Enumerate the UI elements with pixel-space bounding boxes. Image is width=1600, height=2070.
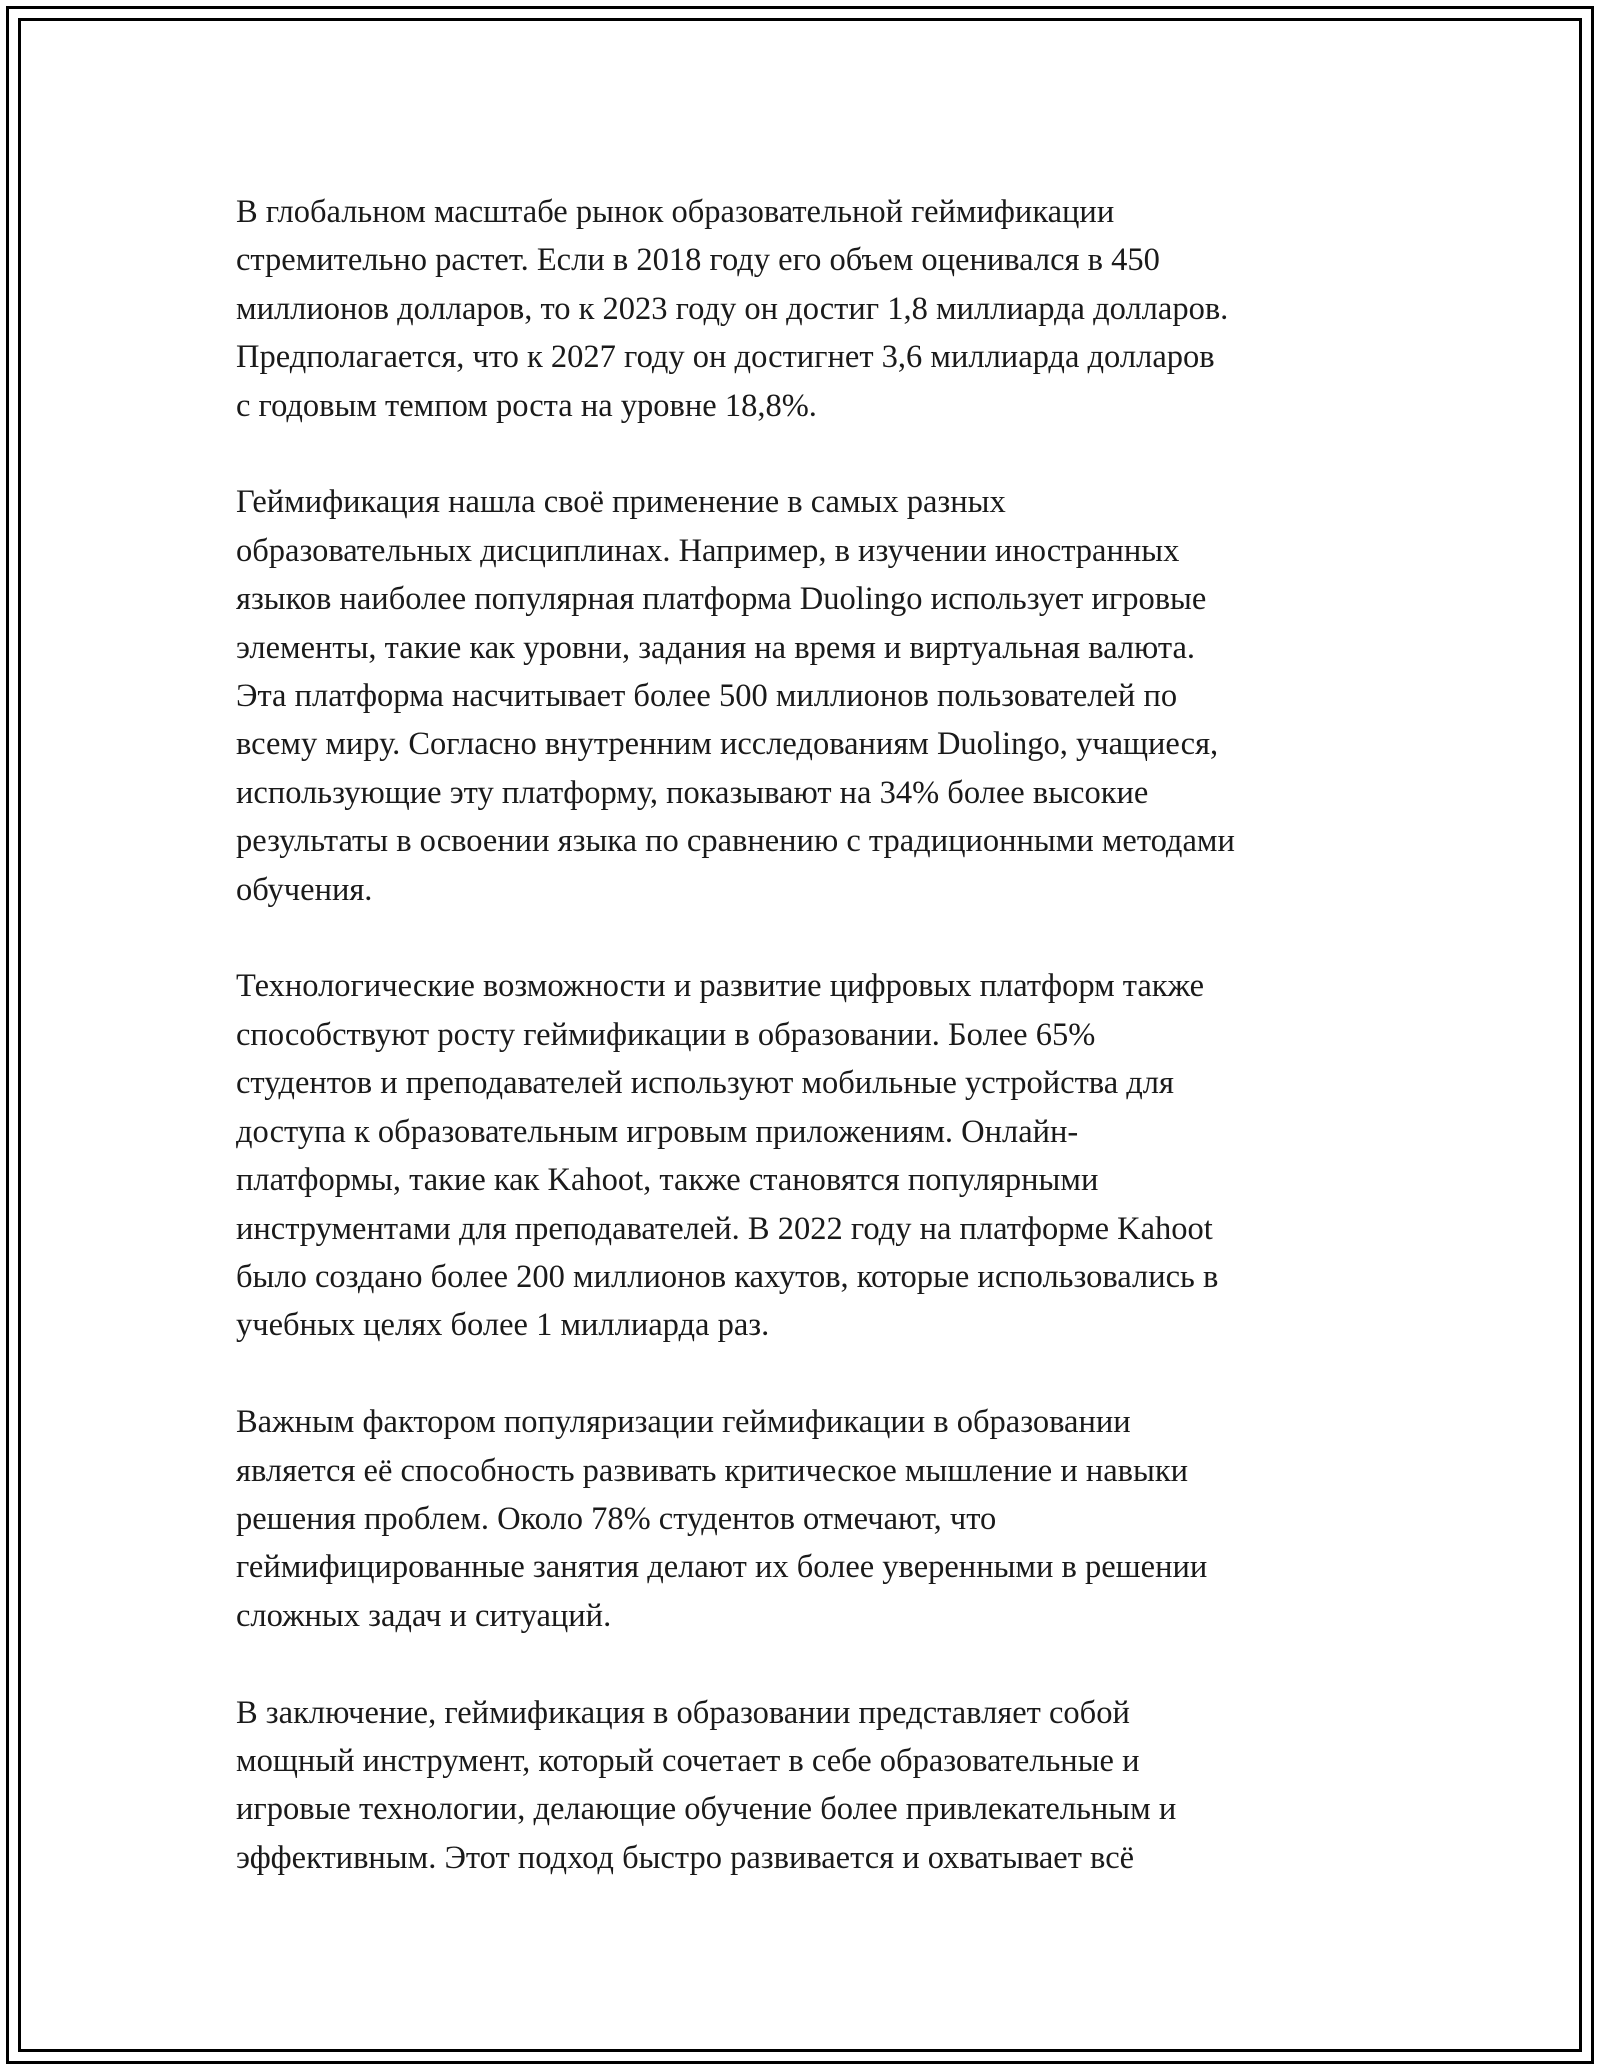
text-line: с годовым темпом роста на уровне 18,8%. <box>236 387 817 424</box>
text-line: В глобальном масштабе рынок образовательной геймификации <box>236 194 1115 230</box>
text-line: студентов и преподавателей используют мобильные устройства для <box>236 1065 1174 1102</box>
paragraph-5 <box>236 1689 1386 1883</box>
text-line: использующие эту платформу, показывают на 34% более высокие <box>236 774 1149 811</box>
text-line: мощный инструмент, который сочетает в себе образовательные и <box>236 1742 1140 1779</box>
text-line: Эта платформа насчитывает более 500 миллионов пользователей по <box>236 678 1178 715</box>
paragraph-3 <box>236 962 1386 1349</box>
text-line: было создано более 200 миллионов кахутов, которые использовались в <box>236 1258 1219 1295</box>
text-line: учебных целях более 1 миллиарда раз. <box>236 1307 770 1344</box>
paragraph-1 <box>236 188 1386 430</box>
text-line: способствуют росту геймификации в образовании. Более 65% <box>236 1016 1096 1053</box>
text-line: обучения. <box>236 871 373 908</box>
text-line: эффективным. Этот подход быстро развивается и охватывает всё <box>236 1839 1135 1876</box>
text-line: миллионов долларов, то к 2023 году он достиг 1,8 миллиарда долларов. <box>236 290 1229 327</box>
text-line: сложных задач и ситуаций. <box>236 1597 612 1634</box>
text-line: элементы, такие как уровни, задания на время и виртуальная валюта. <box>236 629 1196 666</box>
text-line: доступа к образовательным игровым приложениям. Онлайн- <box>236 1113 1079 1150</box>
text-line: Важным фактором популяризации геймификации в образовании <box>236 1404 1131 1441</box>
text-line: Геймификация нашла своё применение в самых разных <box>236 484 1006 521</box>
text-line: является её способность развивать критическое мышление и навыки <box>236 1452 1189 1489</box>
text-line: Технологические возможности и развитие цифровых платформ также <box>236 968 1205 1005</box>
text-line: инструментами для преподавателей. В 2022 году на платформе Kahoot <box>236 1210 1213 1247</box>
text-line: решения проблем. Около 78% студентов отмечают, что <box>236 1500 997 1537</box>
text-line: результаты в освоении языка по сравнению с традиционными методами <box>236 823 1235 860</box>
text-line: Предполагается, что к 2027 году он достигнет 3,6 миллиарда долларов <box>236 339 1215 376</box>
text-line: языков наиболее популярная платформа Duolingo использует игровые <box>236 581 1207 618</box>
text-line: всему миру. Согласно внутренним исследованиям Duolingo, учащиеся, <box>236 726 1219 763</box>
text-line: стремительно растет. Если в 2018 году его объем оценивался в 450 <box>236 242 1160 279</box>
text-line: платформы, такие как Kahoot, также становятся популярными <box>236 1162 1099 1199</box>
text-line: геймифицированные занятия делают их более уверенными в решении <box>236 1549 1208 1586</box>
document-body <box>236 188 1386 1931</box>
paragraph-4 <box>236 1398 1386 1640</box>
paragraph-2 <box>236 478 1386 914</box>
text-line: В заключение, геймификация в образовании представляет собой <box>236 1694 1130 1731</box>
text-line: игровые технологии, делающие обучение более привлекательным и <box>236 1791 1177 1828</box>
text-line: образовательных дисциплинах. Например, в изучении иностранных <box>236 532 1180 569</box>
